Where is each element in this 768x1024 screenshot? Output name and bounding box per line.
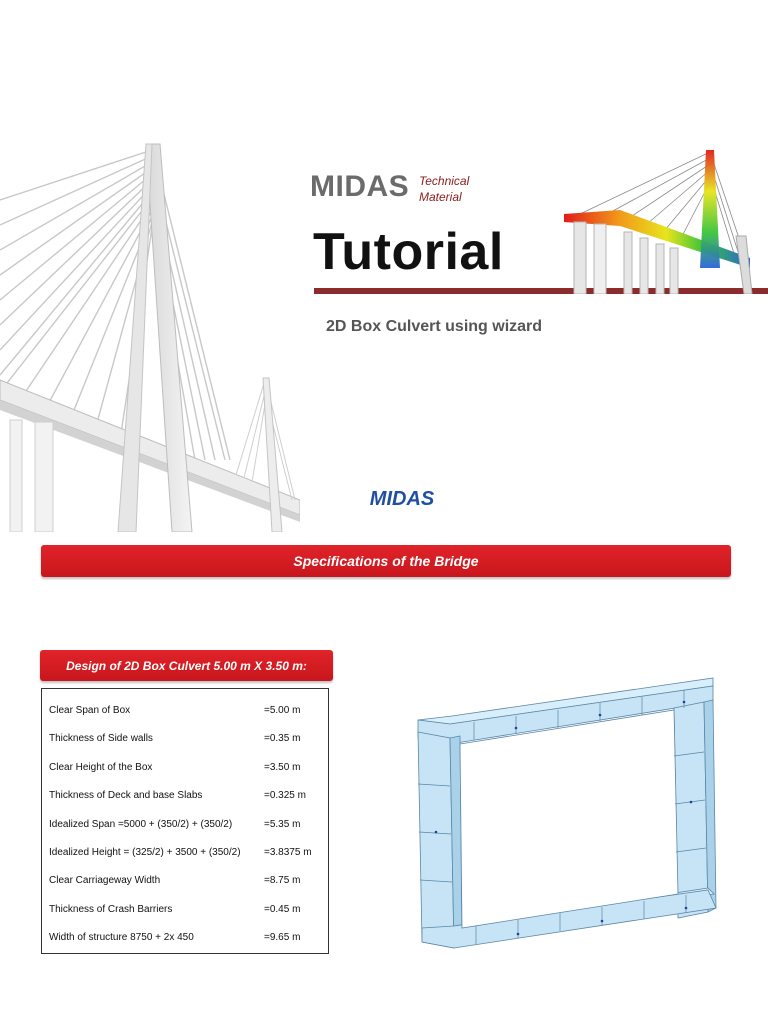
spec-row <box>42 697 328 725</box>
tag-line-technical: Technical <box>419 174 470 188</box>
design-heading-box <box>40 650 333 681</box>
tag-line-material: Material <box>419 190 462 204</box>
spec-row <box>42 811 328 839</box>
culvert-right-wall <box>674 702 708 918</box>
technical-material-tag <box>419 173 469 205</box>
spec-value: =9.65 m <box>264 932 301 944</box>
spec-label: Idealized Height = (325/2) + 3500 + (350/2) <box>49 846 241 858</box>
tutorial-subtitle: 2D Box Culvert using wizard <box>326 318 543 335</box>
spec-value: =5.35 m <box>264 818 301 830</box>
spec-label: Clear Span of Box <box>49 705 131 716</box>
spec-row <box>42 839 328 867</box>
spec-row <box>42 754 328 782</box>
spec-row <box>42 725 328 753</box>
spec-value: =0.325 m <box>264 790 306 802</box>
midas-logo <box>370 486 434 510</box>
cable-stayed-bridge-illustration <box>0 130 300 532</box>
specifications-banner <box>41 545 731 577</box>
spec-row <box>42 896 328 924</box>
spec-label: Clear Carriageway Width <box>49 875 161 887</box>
specifications-table <box>41 688 329 954</box>
spec-value: =8.75 m <box>264 875 301 887</box>
spec-label: Width of structure 8750 + 2x 450 <box>49 932 194 944</box>
spec-value: =3.8375 m <box>264 846 312 858</box>
spec-label: Thickness of Crash Barriers <box>49 903 173 915</box>
box-culvert-model <box>408 672 730 954</box>
spec-row <box>42 924 328 952</box>
culvert-left-wall <box>418 732 454 948</box>
spec-value: =0.45 m <box>264 903 301 915</box>
spec-label: Idealized Span =5000 + (350/2) + (350/2) <box>49 818 233 830</box>
page-title: Tutorial <box>313 223 504 281</box>
spec-label: Thickness of Deck and base Slabs <box>49 790 203 802</box>
spec-value: =5.00 m <box>264 705 301 716</box>
spec-label: Thickness of Side walls <box>49 733 153 745</box>
midas-brand-text: MIDAS <box>310 170 410 203</box>
spec-row <box>42 782 328 810</box>
midas-logo-text: MIDAS <box>370 488 434 510</box>
bridge-analysis-model-illustration <box>560 148 768 294</box>
spec-value: =3.50 m <box>264 761 301 773</box>
design-heading-label: Design of 2D Box Culvert 5.00 m X 3.50 m: <box>66 658 307 673</box>
spec-row <box>42 867 328 895</box>
specifications-banner-label: Specifications of the Bridge <box>293 553 479 569</box>
spec-label: Clear Height of the Box <box>49 761 153 773</box>
spec-value: =0.35 m <box>264 733 301 745</box>
